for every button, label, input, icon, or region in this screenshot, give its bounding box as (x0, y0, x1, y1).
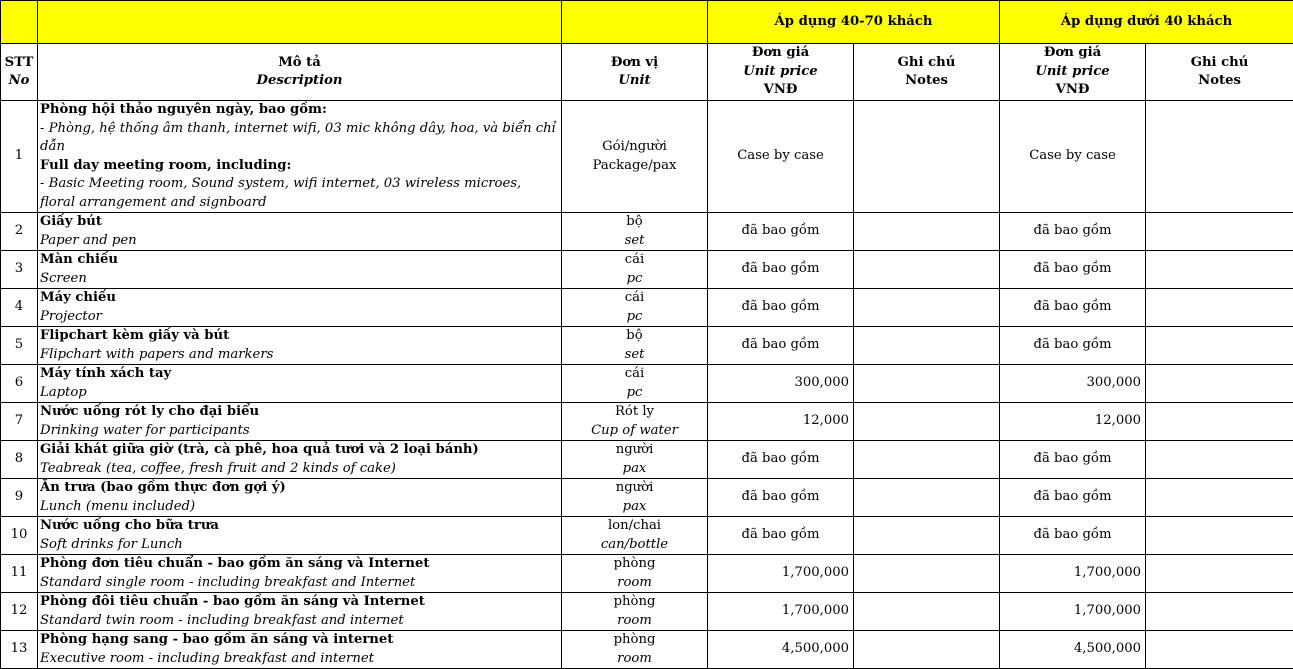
row-number: 5 (1, 327, 38, 365)
row-price-under-40: đã bao gồm (1000, 517, 1146, 555)
row-detail-en: - Basic Meeting room, Sound system, wifi internet, 03 wireless microes, floral arrangement and signboard (40, 175, 559, 212)
row-price-under-40: 4,500,000 (1000, 631, 1146, 669)
row-title-vi: Phòng đơn tiêu chuẩn - bao gồm ăn sáng và Internet (40, 555, 559, 574)
row-title-en: Drinking water for participants (40, 422, 559, 441)
row-notes-40-70 (854, 101, 1000, 213)
row-price-40-70: đã bao gồm (708, 251, 854, 289)
header-notes-1 (854, 44, 1000, 101)
row-number: 4 (1, 289, 38, 327)
row-title-en: Flipchart with papers and markers (40, 346, 559, 365)
row-title-en: Teabreak (tea, coffee, fresh fruit and 2 kinds of cake) (40, 460, 559, 479)
row-title-en: Standard single room - including breakfast and Internet (40, 574, 559, 593)
header-blank-desc (38, 1, 562, 44)
row-notes-under-40 (1146, 479, 1293, 517)
header-price-1 (708, 44, 854, 101)
header-stt (1, 44, 38, 101)
row-price-under-40: đã bao gồm (1000, 441, 1146, 479)
row-notes-under-40 (1146, 631, 1293, 669)
row-notes-40-70 (854, 517, 1000, 555)
row-notes-under-40 (1146, 403, 1293, 441)
row-unit-en: can/bottle (564, 536, 705, 555)
row-number: 13 (1, 631, 38, 669)
row-number: 9 (1, 479, 38, 517)
row-price-under-40: 1,700,000 (1000, 555, 1146, 593)
row-unit-vi: người (564, 479, 705, 498)
row-unit (562, 289, 708, 327)
header-notes-en: Notes (856, 72, 997, 91)
row-number: 3 (1, 251, 38, 289)
row-title-en: Screen (40, 270, 559, 289)
row-description (38, 213, 562, 251)
header-blank-stt (1, 1, 38, 44)
row-description (38, 517, 562, 555)
header-group-row (1, 1, 1293, 44)
table-row (1, 365, 1293, 403)
row-unit-en: room (564, 650, 705, 669)
row-title-en: Projector (40, 308, 559, 327)
row-unit-vi: bộ (564, 213, 705, 232)
row-unit (562, 403, 708, 441)
row-title-vi: Giấy bút (40, 213, 559, 232)
header-group-40-70: Áp dụng 40-70 khách (708, 1, 1000, 44)
row-description (38, 251, 562, 289)
row-unit-vi: Gói/người (564, 138, 705, 157)
row-title-en: Full day meeting room, including: (40, 157, 559, 176)
row-notes-40-70 (854, 289, 1000, 327)
row-notes-under-40 (1146, 327, 1293, 365)
row-unit-vi: cái (564, 289, 705, 308)
row-unit (562, 631, 708, 669)
row-notes-under-40 (1146, 517, 1293, 555)
header-price-en: Unit price (710, 63, 851, 82)
row-description (38, 403, 562, 441)
row-price-under-40: Case by case (1000, 101, 1146, 213)
row-price-under-40: đã bao gồm (1000, 213, 1146, 251)
row-notes-under-40 (1146, 365, 1293, 403)
table-row (1, 213, 1293, 251)
row-price-40-70: đã bao gồm (708, 441, 854, 479)
row-title-vi: Ăn trưa (bao gồm thực đơn gợi ý) (40, 479, 559, 498)
row-price-under-40: 300,000 (1000, 365, 1146, 403)
row-title-vi: Màn chiếu (40, 251, 559, 270)
row-unit-vi: cái (564, 251, 705, 270)
row-description (38, 289, 562, 327)
row-unit (562, 101, 708, 213)
header-desc-vi: Mô tả (40, 54, 559, 73)
row-unit (562, 517, 708, 555)
row-unit-vi: bộ (564, 327, 705, 346)
header-stt-vi: STT (3, 54, 35, 73)
row-description (38, 365, 562, 403)
header-unit-vi: Đơn vị (564, 54, 705, 73)
row-detail-vi: - Phòng, hệ thống âm thanh, internet wifi, 03 mic không dây, hoa, và biển chỉ dẫn (40, 120, 559, 157)
row-unit-vi: lon/chai (564, 517, 705, 536)
row-description (38, 327, 562, 365)
row-unit-vi: cái (564, 365, 705, 384)
row-number: 7 (1, 403, 38, 441)
row-title-vi: Phòng hạng sang - bao gồm ăn sáng và internet (40, 631, 559, 650)
row-unit (562, 251, 708, 289)
header-blank-unit (562, 1, 708, 44)
header-column-row (1, 44, 1293, 101)
row-number: 2 (1, 213, 38, 251)
row-unit (562, 555, 708, 593)
row-title-en: Paper and pen (40, 232, 559, 251)
header-notes-en: Notes (1148, 72, 1291, 91)
row-price-40-70: 12,000 (708, 403, 854, 441)
header-price-2 (1000, 44, 1146, 101)
row-title-en: Lunch (menu included) (40, 498, 559, 517)
row-unit (562, 441, 708, 479)
row-title-vi: Phòng hội thảo nguyên ngày, bao gồm: (40, 101, 559, 120)
row-description (38, 101, 562, 213)
table-row (1, 441, 1293, 479)
row-number: 12 (1, 593, 38, 631)
row-number: 8 (1, 441, 38, 479)
row-title-en: Standard twin room - including breakfast and internet (40, 612, 559, 631)
row-unit (562, 365, 708, 403)
header-notes-vi: Ghi chú (1148, 54, 1291, 73)
row-notes-40-70 (854, 213, 1000, 251)
row-description (38, 479, 562, 517)
header-price-currency: VNĐ (1002, 81, 1143, 100)
row-notes-under-40 (1146, 555, 1293, 593)
header-price-vi: Đơn giá (1002, 44, 1143, 63)
header-notes-2 (1146, 44, 1293, 101)
table-row (1, 101, 1293, 213)
row-notes-40-70 (854, 555, 1000, 593)
row-notes-under-40 (1146, 251, 1293, 289)
row-title-vi: Máy chiếu (40, 289, 559, 308)
row-price-under-40: đã bao gồm (1000, 327, 1146, 365)
row-unit-en: pc (564, 308, 705, 327)
row-notes-40-70 (854, 403, 1000, 441)
row-price-under-40: 1,700,000 (1000, 593, 1146, 631)
row-title-en: Soft drinks for Lunch (40, 536, 559, 555)
row-description (38, 631, 562, 669)
row-title-en: Laptop (40, 384, 559, 403)
row-description (38, 441, 562, 479)
row-unit-en: Package/pax (564, 157, 705, 176)
row-unit-en: set (564, 232, 705, 251)
row-price-40-70: 1,700,000 (708, 555, 854, 593)
row-unit-vi: phòng (564, 593, 705, 612)
row-description (38, 593, 562, 631)
table-row (1, 327, 1293, 365)
row-notes-under-40 (1146, 289, 1293, 327)
row-number: 1 (1, 101, 38, 213)
header-notes-vi: Ghi chú (856, 54, 997, 73)
row-notes-under-40 (1146, 441, 1293, 479)
row-unit-vi: phòng (564, 555, 705, 574)
row-number: 11 (1, 555, 38, 593)
row-unit-en: pc (564, 270, 705, 289)
row-notes-under-40 (1146, 101, 1293, 213)
header-price-vi: Đơn giá (710, 44, 851, 63)
row-title-vi: Máy tính xách tay (40, 365, 559, 384)
row-unit-vi: phòng (564, 631, 705, 650)
header-group-under-40: Áp dụng dưới 40 khách (1000, 1, 1293, 44)
table-row (1, 593, 1293, 631)
row-unit-en: pax (564, 498, 705, 517)
row-unit-en: Cup of water (564, 422, 705, 441)
row-price-under-40: đã bao gồm (1000, 251, 1146, 289)
row-notes-under-40 (1146, 593, 1293, 631)
row-unit (562, 479, 708, 517)
row-notes-40-70 (854, 631, 1000, 669)
row-unit-vi: người (564, 441, 705, 460)
row-price-40-70: Case by case (708, 101, 854, 213)
row-price-40-70: đã bao gồm (708, 213, 854, 251)
row-price-under-40: đã bao gồm (1000, 289, 1146, 327)
row-unit (562, 327, 708, 365)
row-title-vi: Flipchart kèm giấy và bút (40, 327, 559, 346)
header-unit-en: Unit (564, 72, 705, 91)
row-price-40-70: 1,700,000 (708, 593, 854, 631)
row-notes-40-70 (854, 479, 1000, 517)
row-title-vi: Nước uống rót ly cho đại biểu (40, 403, 559, 422)
row-notes-40-70 (854, 327, 1000, 365)
row-price-40-70: đã bao gồm (708, 479, 854, 517)
table-row (1, 403, 1293, 441)
header-stt-en: No (3, 72, 35, 91)
row-price-under-40: đã bao gồm (1000, 479, 1146, 517)
row-notes-under-40 (1146, 213, 1293, 251)
row-unit-en: pc (564, 384, 705, 403)
row-number: 10 (1, 517, 38, 555)
row-description (38, 555, 562, 593)
row-notes-40-70 (854, 251, 1000, 289)
table-row (1, 517, 1293, 555)
row-unit-en: room (564, 612, 705, 631)
row-price-40-70: 300,000 (708, 365, 854, 403)
row-unit-en: pax (564, 460, 705, 479)
row-notes-40-70 (854, 441, 1000, 479)
row-unit (562, 213, 708, 251)
row-number: 6 (1, 365, 38, 403)
header-description (38, 44, 562, 101)
table-row (1, 555, 1293, 593)
table-row (1, 631, 1293, 669)
row-unit-en: room (564, 574, 705, 593)
row-price-40-70: đã bao gồm (708, 289, 854, 327)
row-notes-40-70 (854, 365, 1000, 403)
row-unit-en: set (564, 346, 705, 365)
row-title-vi: Phòng đôi tiêu chuẩn - bao gồm ăn sáng và Internet (40, 593, 559, 612)
row-unit-vi: Rót ly (564, 403, 705, 422)
row-title-vi: Nước uống cho bữa trưa (40, 517, 559, 536)
header-unit (562, 44, 708, 101)
row-price-40-70: đã bao gồm (708, 327, 854, 365)
row-notes-40-70 (854, 593, 1000, 631)
row-title-vi: Giải khát giữa giờ (trà, cà phê, hoa quả tươi và 2 loại bánh) (40, 441, 559, 460)
header-price-currency: VNĐ (710, 81, 851, 100)
row-price-under-40: 12,000 (1000, 403, 1146, 441)
row-price-40-70: 4,500,000 (708, 631, 854, 669)
header-price-en: Unit price (1002, 63, 1143, 82)
table-row (1, 289, 1293, 327)
header-desc-en: Description (40, 72, 559, 91)
row-title-en: Executive room - including breakfast and internet (40, 650, 559, 669)
table-row (1, 479, 1293, 517)
row-unit (562, 593, 708, 631)
row-price-40-70: đã bao gồm (708, 517, 854, 555)
table-row (1, 251, 1293, 289)
